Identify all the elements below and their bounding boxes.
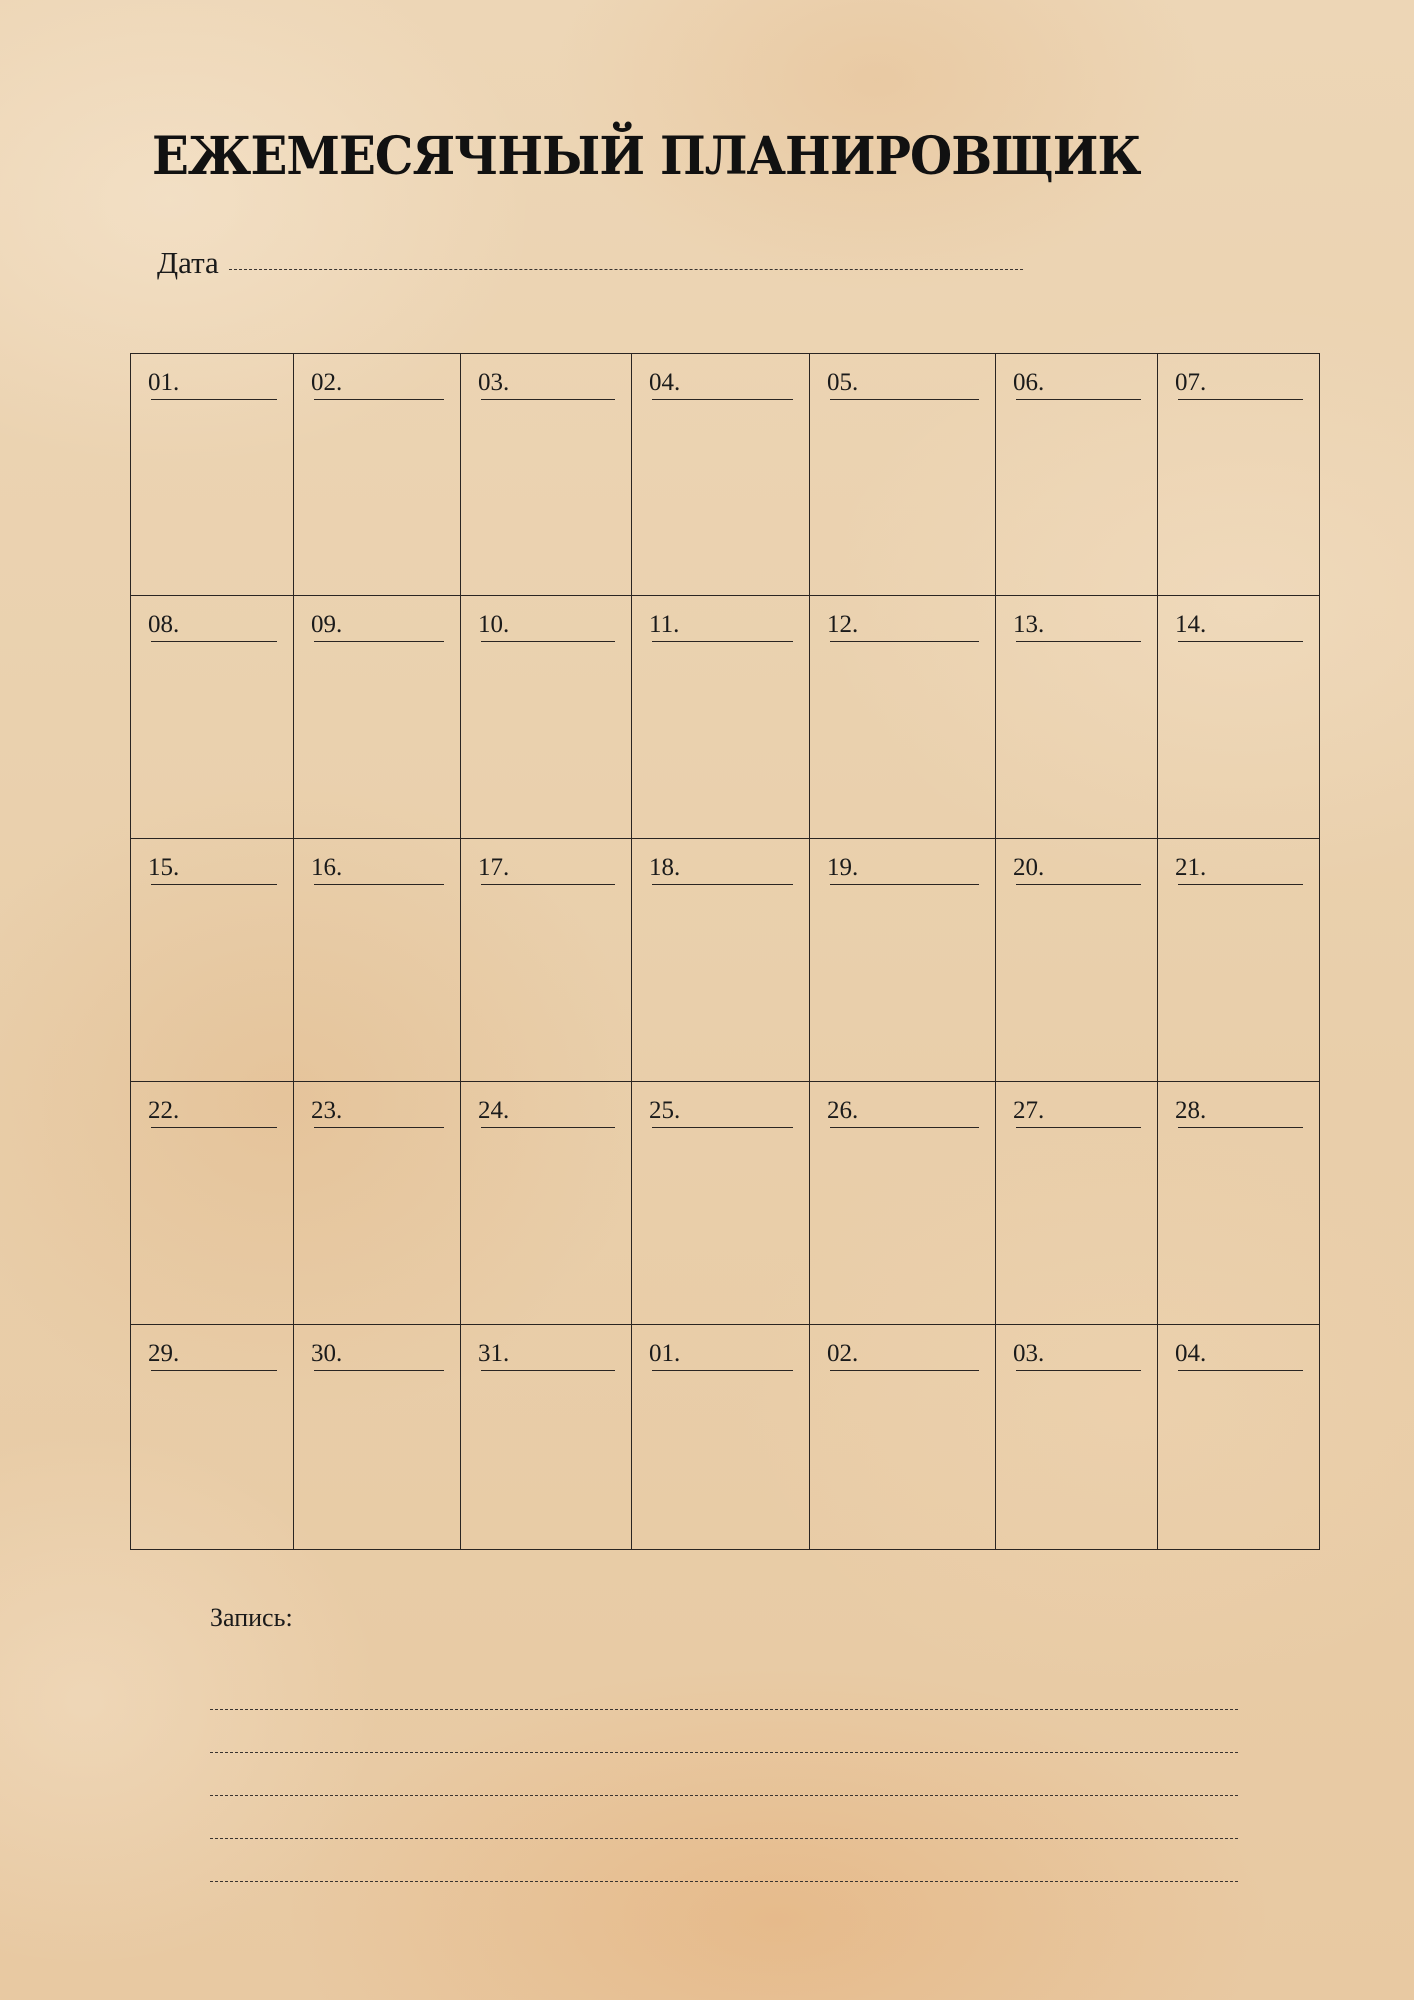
day-label: 06. [1013, 369, 1045, 396]
day-cell[interactable] [996, 1325, 1158, 1550]
day-underline [314, 1127, 444, 1128]
day-underline [1178, 399, 1303, 400]
day-underline [1178, 1370, 1303, 1371]
day-underline [481, 641, 615, 642]
day-label: 20. [1013, 854, 1045, 881]
day-cell[interactable] [1158, 1082, 1320, 1325]
day-cell[interactable] [632, 596, 810, 839]
note-line[interactable] [210, 1839, 1238, 1882]
day-label: 26. [827, 1097, 859, 1124]
day-underline [1016, 1370, 1141, 1371]
day-label: 07. [1175, 369, 1207, 396]
day-label: 18. [649, 854, 681, 881]
day-cell[interactable] [632, 839, 810, 1082]
day-underline [830, 884, 979, 885]
day-cell[interactable] [1158, 354, 1320, 596]
day-underline [151, 1370, 277, 1371]
day-label: 05. [827, 369, 859, 396]
day-label: 10. [478, 611, 510, 638]
day-label: 02. [827, 1340, 859, 1367]
day-underline [1178, 1127, 1303, 1128]
day-underline [481, 1370, 615, 1371]
day-label: 14. [1175, 611, 1207, 638]
day-cell[interactable] [810, 1325, 996, 1550]
note-line[interactable] [210, 1667, 1238, 1710]
day-underline [652, 399, 793, 400]
day-label: 15. [148, 854, 180, 881]
day-underline [314, 641, 444, 642]
date-input-line[interactable] [229, 269, 1023, 270]
day-cell[interactable] [1158, 596, 1320, 839]
day-cell[interactable] [294, 1082, 461, 1325]
day-cell[interactable] [131, 1325, 294, 1550]
day-underline [151, 399, 277, 400]
day-cell[interactable] [996, 354, 1158, 596]
day-label: 17. [478, 854, 510, 881]
day-cell[interactable] [810, 596, 996, 839]
day-underline [1016, 884, 1141, 885]
day-cell[interactable] [810, 1082, 996, 1325]
day-underline [830, 399, 979, 400]
day-cell[interactable] [810, 354, 996, 596]
note-line[interactable] [210, 1796, 1238, 1839]
day-underline [481, 1127, 615, 1128]
notes-label: Запись: [210, 1603, 293, 1632]
day-cell[interactable] [810, 839, 996, 1082]
day-cell[interactable] [294, 354, 461, 596]
day-underline [652, 641, 793, 642]
day-label: 09. [311, 611, 343, 638]
day-label: 23. [311, 1097, 343, 1124]
day-cell[interactable] [461, 1325, 632, 1550]
day-label: 24. [478, 1097, 510, 1124]
day-underline [481, 884, 615, 885]
day-label: 28. [1175, 1097, 1207, 1124]
notes-lines [210, 1667, 1238, 1882]
day-label: 22. [148, 1097, 180, 1124]
note-line[interactable] [210, 1753, 1238, 1796]
day-label: 02. [311, 369, 343, 396]
day-label: 11. [649, 611, 680, 638]
day-cell[interactable] [294, 1325, 461, 1550]
date-label: Дата [157, 245, 219, 280]
day-underline [151, 884, 277, 885]
day-label: 19. [827, 854, 859, 881]
day-label: 31. [478, 1340, 510, 1367]
day-label: 03. [478, 369, 510, 396]
day-cell[interactable] [131, 596, 294, 839]
day-cell[interactable] [1158, 839, 1320, 1082]
day-underline [151, 1127, 277, 1128]
day-label: 01. [148, 369, 180, 396]
day-cell[interactable] [461, 1082, 632, 1325]
day-cell[interactable] [996, 596, 1158, 839]
day-label: 29. [148, 1340, 180, 1367]
day-cell[interactable] [294, 596, 461, 839]
date-row [157, 240, 1023, 280]
note-line[interactable] [210, 1710, 1238, 1753]
day-cell[interactable] [1158, 1325, 1320, 1550]
day-underline [830, 641, 979, 642]
day-label: 13. [1013, 611, 1045, 638]
day-underline [830, 1127, 979, 1128]
day-label: 30. [311, 1340, 343, 1367]
day-underline [314, 884, 444, 885]
day-cell[interactable] [131, 354, 294, 596]
day-label: 03. [1013, 1340, 1045, 1367]
day-cell[interactable] [461, 596, 632, 839]
day-cell[interactable] [632, 1082, 810, 1325]
day-label: 25. [649, 1097, 681, 1124]
day-cell[interactable] [632, 1325, 810, 1550]
calendar-grid [130, 353, 1320, 1550]
day-cell[interactable] [996, 1082, 1158, 1325]
day-underline [1016, 641, 1141, 642]
day-underline [652, 1370, 793, 1371]
day-underline [314, 1370, 444, 1371]
day-label: 12. [827, 611, 859, 638]
day-cell[interactable] [461, 354, 632, 596]
day-cell[interactable] [131, 1082, 294, 1325]
day-cell[interactable] [294, 839, 461, 1082]
day-label: 21. [1175, 854, 1207, 881]
day-underline [830, 1370, 979, 1371]
day-underline [652, 1127, 793, 1128]
day-underline [1178, 884, 1303, 885]
day-underline [1016, 1127, 1141, 1128]
day-label: 04. [1175, 1340, 1207, 1367]
day-underline [481, 399, 615, 400]
day-underline [314, 399, 444, 400]
notes-section [210, 1605, 1238, 1882]
day-cell[interactable] [996, 839, 1158, 1082]
day-cell[interactable] [131, 839, 294, 1082]
day-cell[interactable] [461, 839, 632, 1082]
day-cell[interactable] [632, 354, 810, 596]
day-underline [1016, 399, 1141, 400]
page-title: ЕЖЕМЕСЯЧНЫЙ ПЛАНИРОВЩИК [152, 126, 1141, 187]
day-label: 27. [1013, 1097, 1045, 1124]
day-label: 04. [649, 369, 681, 396]
day-underline [652, 884, 793, 885]
day-label: 01. [649, 1340, 681, 1367]
day-label: 16. [311, 854, 343, 881]
day-underline [1178, 641, 1303, 642]
day-label: 08. [148, 611, 180, 638]
day-underline [151, 641, 277, 642]
